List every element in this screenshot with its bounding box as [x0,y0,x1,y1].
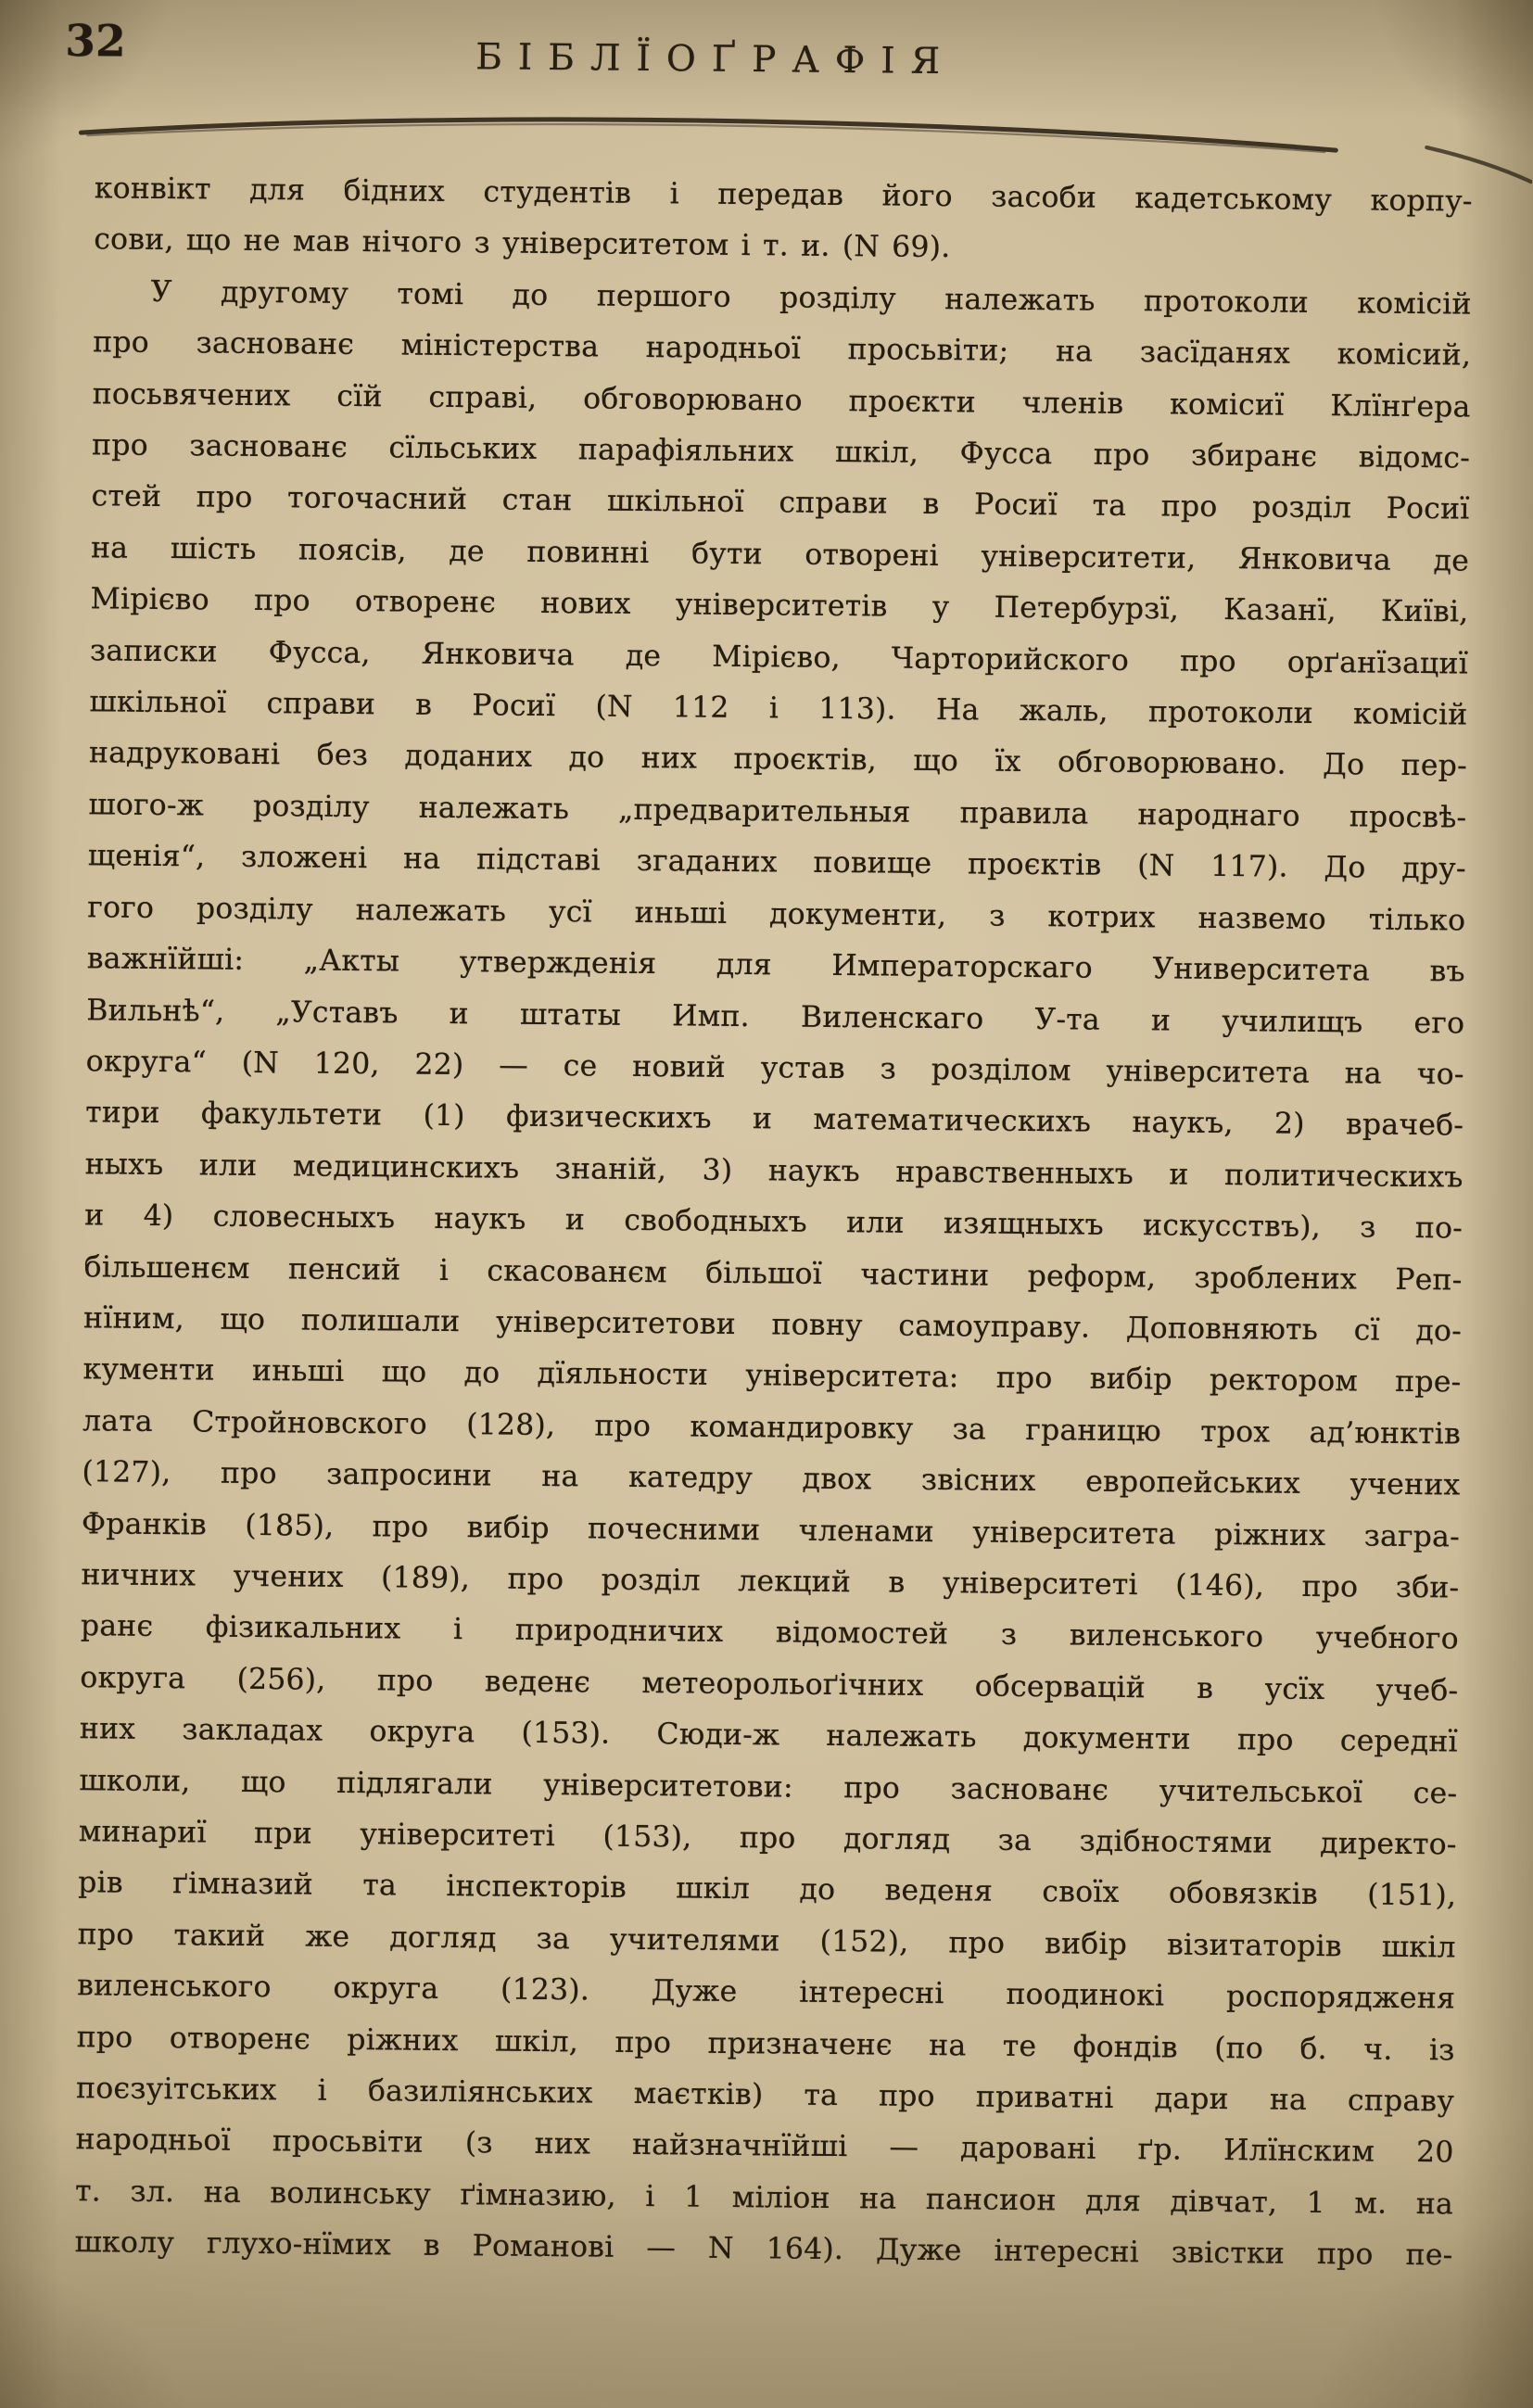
page-header [1,0,1533,83]
text-line: записки Фусса, Янковича де Мірієво, Чарторийского про орґанїзациї [89,633,1469,681]
text-line: округа (256), про веденє метеорольоґічних обсервацій в усїх учеб- [80,1660,1459,1708]
text-line: щенія“, зложені на підставі згаданих повище проєктів (N 117). До дру- [87,839,1467,886]
text-line: нїним, що полишали університетови повну самоуправу. Доповняють сї до- [82,1301,1463,1349]
text-line: шого-ж розділу належать „предварительныя правила народнаго просвѣ- [88,788,1467,835]
text-line: Франків (185), про вибір почесними членами університета ріжних загра- [81,1506,1461,1554]
text-line: тири факультети (1) физическихъ и математическихъ наукъ, 2) врачеб- [85,1096,1464,1143]
text-line: важнїйші: „Акты утвержденія для Императорскаго Университета въ [86,942,1465,989]
text-line: (127), про запросини на катедру двох звісних европейських учених [82,1455,1461,1502]
text-line: ранє фізикальних і природничих відомостей з виленського учебного [80,1609,1460,1656]
text-line: Мірієво про отворенє нових університетів у Петербурзї, Казанї, Київі, [90,582,1469,629]
text-line: про отворенє ріжних шкіл, про призначенє на те фондів (по б. ч. із [76,2020,1455,2068]
text-line: гого розділу належать усї иньші документи, з котрих назвемо тілько [87,890,1466,938]
text-line: рів ґімназий та інспекторів шкіл до веденя своїх обовязків (151), [78,1866,1457,1913]
text-line: про такий же догляд за учителями (152), про вибір візитаторів шкіл [77,1917,1456,1965]
text-line: т. зл. на волинську ґімназию, і 1 міліон на пансион для дівчат, 1 м. на [74,2174,1454,2222]
text-line: лата Стройновского (128), про командировку за границю трох ад’юнктів [82,1403,1462,1451]
text-line: кументи иньші що до дїяльности університета: про вибір ректором пре- [82,1352,1462,1400]
text-line: про заснованє міністерства народньої просьвіти; на засїданях комісий, [93,325,1472,373]
text-line: поєзуітських і базиліянських маєтків) та про приватні дари на справу [75,2072,1455,2119]
text-line: народньої просьвіти (з них найзначнїйші — даровані ґр. Илїнским 20 [75,2123,1454,2170]
text-line: У другому томі до першого розділу належать протоколи комісій [150,274,1472,322]
text-line: шкільної справи в Росиї (N 112 і 113). На жаль, протоколи комісій [89,685,1468,732]
text-line: ныхъ или медицинскихъ знаній, 3) наукъ нравственныхъ и политическихъ [84,1147,1463,1195]
text-line: про заснованє сїльських парафіяльних шкіл, Фусса про збиранє відомс- [91,428,1471,475]
text-line: них закладах округа (153). Сюди-ж належать документи про середнї [79,1712,1458,1759]
text-line: посьвячених сїй справі, обговорювано проєкти членів комісиї Клїнґера [92,376,1471,425]
text-line: Вильнѣ“, „Уставъ и штаты Имп. Виленскаго У-та и училищъ его [86,993,1465,1040]
text-line: округа“ (N 120, 22) — се новий устав з розділом університета на чо- [85,1045,1464,1092]
page-number: 32 [65,15,127,68]
text-line: на шість поясів, де повинні бути отворені університети, Янковича де [90,531,1470,578]
text-line: надруковані без доданих до них проєктів, що їх обговорювано. До пер- [88,736,1468,783]
text-line: конвікт для бідних студентів і передав його засоби кадетському корпу- [94,171,1473,219]
text-line: и 4) словесныхъ наукъ и свободныхъ или изящныхъ искусствъ), з по- [84,1198,1463,1246]
text-line: більшенєм пенсий і скасованєм більшої частини реформ, зроблених Реп- [83,1249,1463,1298]
text-line: школу глухо-нїмих в Романові — N 164). Дуже інтересні звістки про пе- [74,2225,1453,2273]
text-line: виленського округа (123). Дуже інтересні поодинокі роспорядженя [77,1969,1456,2016]
text-line: сови, що не мав нічого з університетом і т. и. (N 69). [94,222,951,265]
text-line: минариї при університеті (153), про догляд за здібностями директо- [78,1815,1457,1862]
page-text [74,163,1473,2282]
page-title: БІБЛЇОҐРАФІЯ [475,36,957,83]
text-line: ничних учених (189), про розділ лекций в університеті (146), про зби- [81,1558,1460,1605]
text-line: стей про тогочасний стан шкільної справи в Росиї та про розділ Росиї [91,479,1470,526]
text-line: школи, що підлягали університетови: про заснованє учительської се- [79,1763,1458,1811]
